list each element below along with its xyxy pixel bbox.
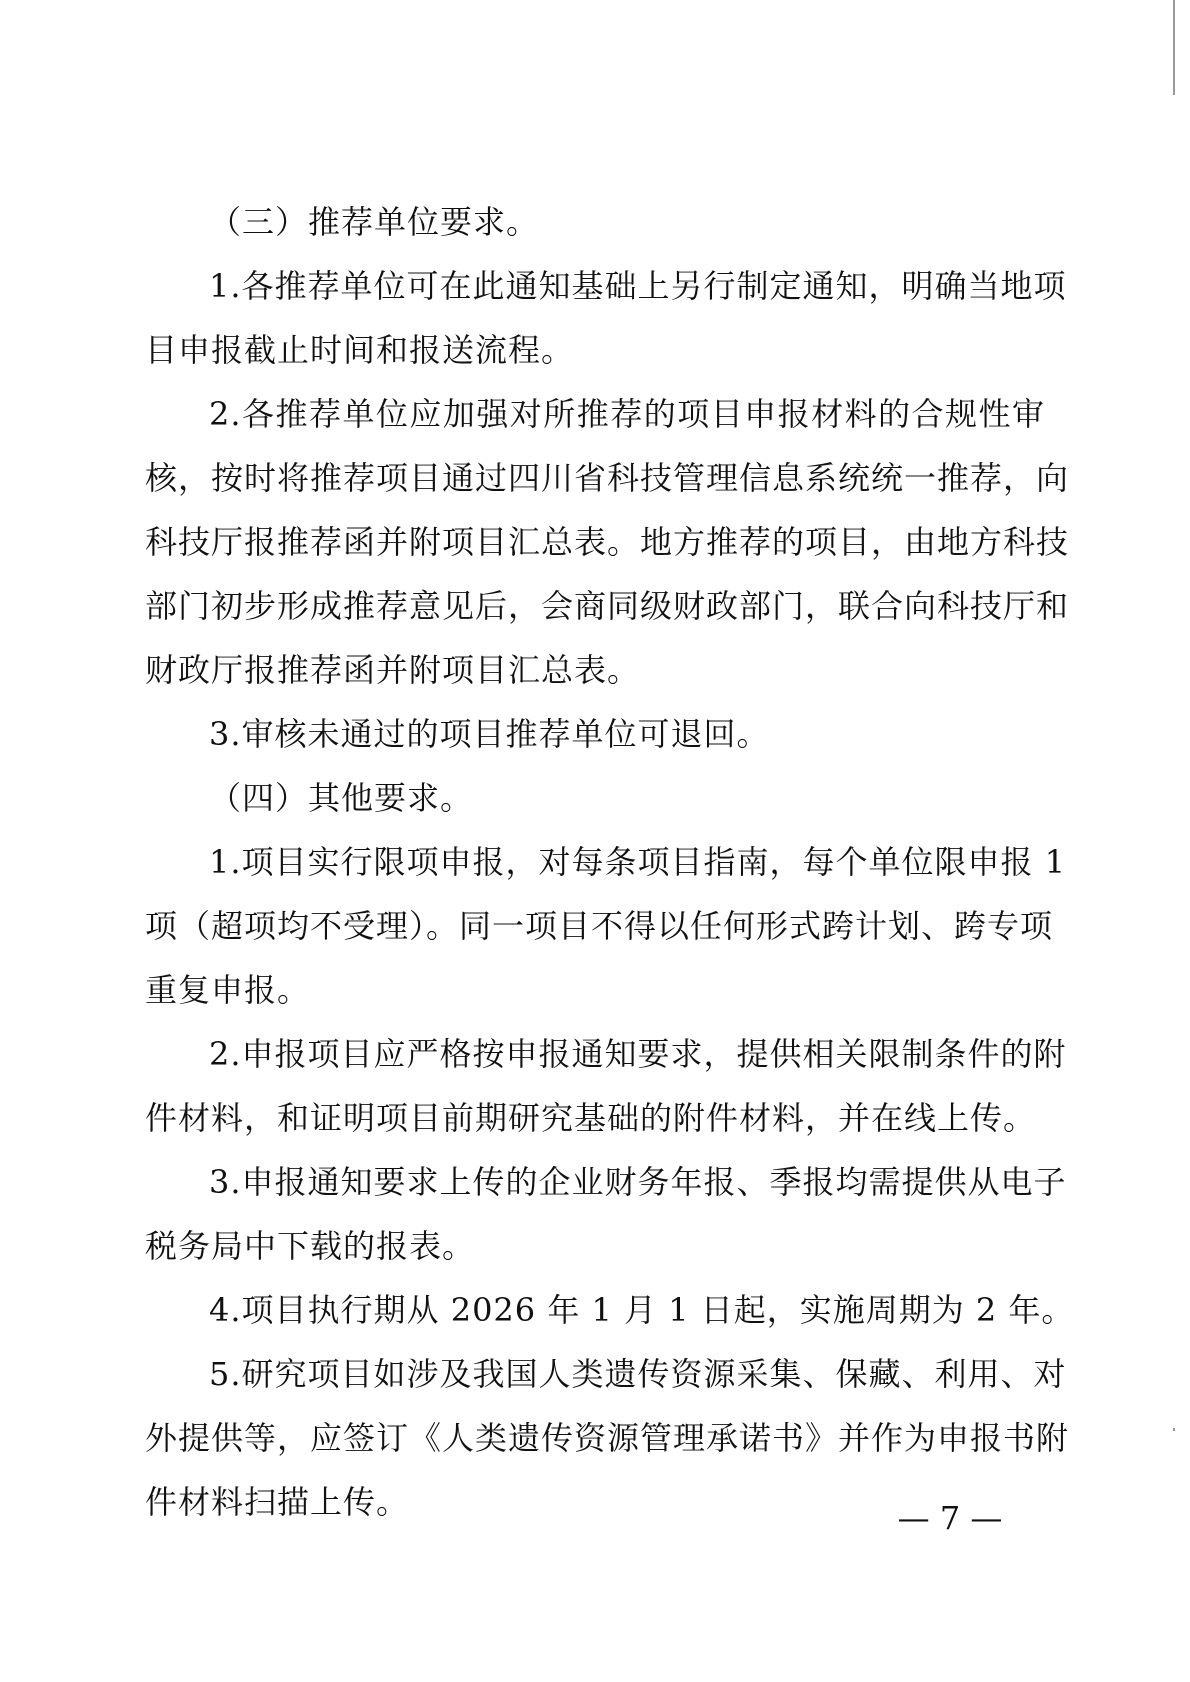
paragraph-line: 5.研究项目如涉及我国人类遗传资源采集、保藏、利用、对 <box>209 1355 1067 1393</box>
paragraph-line: 目申报截止时间和报送流程。 <box>145 331 575 369</box>
paragraph-line: 核，按时将推荐项目通过四川省科技管理信息系统统一推荐，向 <box>145 459 1070 497</box>
scan-edge-mark <box>1173 0 1175 95</box>
section-heading-4: （四）其他要求。 <box>209 779 474 817</box>
paragraph-line: 件材料，和证明项目前期研究基础的附件材料，并在线上传。 <box>145 1099 1037 1137</box>
paragraph-line: 2.申报项目应严格按申报通知要求，提供相关限制条件的附 <box>209 1035 1067 1073</box>
paragraph-line: 件材料扫描上传。 <box>145 1483 410 1521</box>
scan-edge-mark <box>1173 1428 1175 1431</box>
paragraph-line: 项（超项均不受理）。同一项目不得以任何形式跨计划、跨专项 <box>145 907 1054 945</box>
page-number: — 7 — <box>897 1499 1003 1537</box>
paragraph-line: 科技厅报推荐函并附项目汇总表。地方推荐的项目，由地方科技 <box>145 523 1070 561</box>
paragraph-line: 部门初步形成推荐意见后，会商同级财政部门，联合向科技厅和 <box>145 587 1070 625</box>
paragraph-line: 税务局中下载的报表。 <box>145 1227 476 1265</box>
paragraph-line: 外提供等，应签订《人类遗传资源管理承诺书》并作为申报书附 <box>145 1419 1070 1457</box>
paragraph-line: 1.项目实行限项申报，对每条项目指南，每个单位限申报 1 <box>209 843 1067 881</box>
paragraph-line: 4.项目执行期从 2026 年 1 月 1 日起，实施周期为 2 年。 <box>209 1291 1075 1329</box>
paragraph-line: 财政厅报推荐函并附项目汇总表。 <box>145 651 641 689</box>
paragraph-line: 1.各推荐单位可在此通知基础上另行制定通知，明确当地项 <box>209 267 1067 305</box>
section-heading-3: （三）推荐单位要求。 <box>209 203 540 241</box>
paragraph-line: 重复申报。 <box>145 971 311 1009</box>
paragraph-line: 3.申报通知要求上传的企业财务年报、季报均需提供从电子 <box>209 1163 1067 1201</box>
paragraph-line: 3.审核未通过的项目推荐单位可退回。 <box>209 715 770 753</box>
paragraph-line: 2.各推荐单位应加强对所推荐的项目申报材料的合规性审 <box>209 395 1045 433</box>
